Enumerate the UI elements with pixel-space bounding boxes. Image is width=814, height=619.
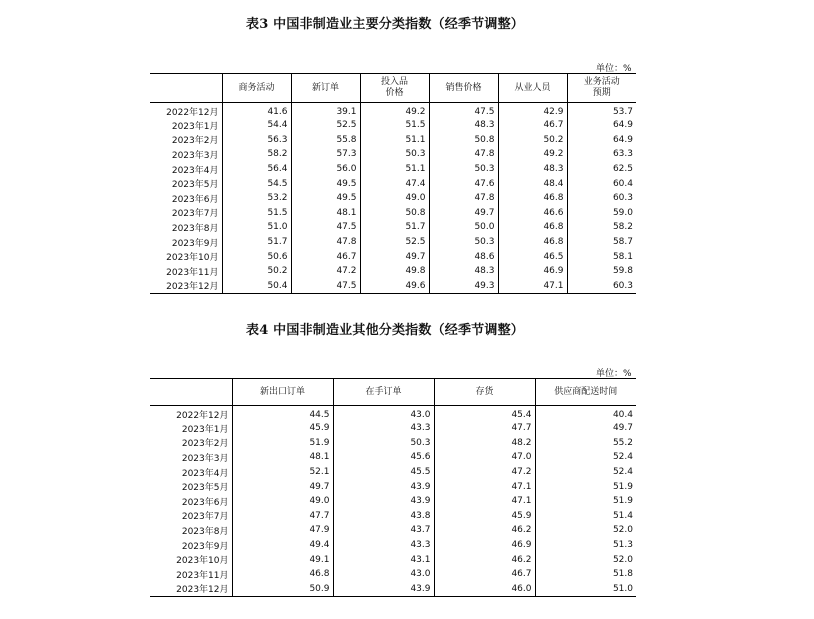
table3-month-cell: 2023年10月 xyxy=(166,253,219,264)
table4-value-cell: 51.0 xyxy=(535,582,636,597)
table4-header-cell: 存货 xyxy=(434,379,535,406)
table3-value-cell: 49.2 xyxy=(360,103,429,119)
table4-row xyxy=(150,406,636,422)
table3-value-cell: 52.5 xyxy=(291,118,360,133)
table3-value-cell: 46.8 xyxy=(498,191,567,206)
table3-value-cell: 39.1 xyxy=(291,103,360,119)
table3-value-cell: 49.2 xyxy=(498,147,567,162)
table4-row xyxy=(150,523,636,538)
table3-value-cell: 50.3 xyxy=(360,147,429,162)
table3-value-cell: 64.9 xyxy=(567,133,636,148)
table3-value-cell: 47.5 xyxy=(291,279,360,294)
table4-value-cell: 51.8 xyxy=(535,567,636,582)
table3-value-cell: 48.3 xyxy=(429,264,498,279)
table4-month-cell: 2023年3月 xyxy=(181,453,229,464)
table4-value-cell: 52.0 xyxy=(535,523,636,538)
table3-value-cell: 50.4 xyxy=(222,279,291,294)
table3-value-cell: 50.2 xyxy=(222,264,291,279)
table3-month-cell: 2022年12月 xyxy=(166,108,219,118)
table4-value-cell: 49.4 xyxy=(232,538,333,553)
table3-value-cell: 52.5 xyxy=(360,235,429,250)
table4-value-cell: 47.9 xyxy=(232,523,333,538)
table3-value-cell: 47.8 xyxy=(429,147,498,162)
table3-row xyxy=(150,264,636,279)
table3-month-cell: 2023年7月 xyxy=(171,209,219,220)
table3-value-cell: 60.3 xyxy=(567,279,636,294)
table4-row xyxy=(150,494,636,509)
table3-value-cell: 50.2 xyxy=(498,133,567,148)
table3-header-row xyxy=(150,74,636,103)
table3-row xyxy=(150,103,636,119)
table4-row xyxy=(150,479,636,494)
table4-value-cell: 47.7 xyxy=(232,509,333,524)
table4-month-cell: 2023年5月 xyxy=(181,483,229,494)
table3-header-cell: 新订单 xyxy=(291,74,360,103)
table4-value-cell: 48.1 xyxy=(232,450,333,465)
table4-value-cell: 52.4 xyxy=(535,465,636,480)
table4-month-cell: 2023年1月 xyxy=(181,424,229,435)
table3-value-cell: 50.6 xyxy=(222,249,291,264)
table4-value-cell: 52.0 xyxy=(535,552,636,567)
table3-value-cell: 58.7 xyxy=(567,235,636,250)
table3-value-cell: 48.4 xyxy=(498,176,567,191)
table4-row xyxy=(150,436,636,451)
table3-row xyxy=(150,235,636,250)
table3-value-cell: 55.8 xyxy=(291,133,360,148)
table4-value-cell: 47.0 xyxy=(434,450,535,465)
table3-value-cell: 58.2 xyxy=(567,220,636,235)
table3-header-cell: 业务活动 预期 xyxy=(567,74,636,103)
table3-value-cell: 56.0 xyxy=(291,162,360,177)
table4-row xyxy=(150,465,636,480)
table4-month-cell: 2023年12月 xyxy=(176,585,229,596)
table3-row xyxy=(150,133,636,148)
table4-row xyxy=(150,552,636,567)
table3-value-cell: 57.3 xyxy=(291,147,360,162)
table3-value-cell: 62.5 xyxy=(567,162,636,177)
table3-value-cell: 46.8 xyxy=(498,235,567,250)
table3-value-cell: 59.0 xyxy=(567,206,636,221)
table4-month-cell: 2023年6月 xyxy=(181,497,229,508)
table3-value-cell: 58.1 xyxy=(567,249,636,264)
table3-value-cell: 46.7 xyxy=(291,249,360,264)
table3-value-cell: 47.6 xyxy=(429,176,498,191)
table3-value-cell: 49.5 xyxy=(291,191,360,206)
table3-value-cell: 48.1 xyxy=(291,206,360,221)
table4-value-cell: 43.0 xyxy=(333,406,434,422)
table3-value-cell: 48.3 xyxy=(498,162,567,177)
table4-month-cell: 2023年9月 xyxy=(181,541,229,552)
table4-value-cell: 46.2 xyxy=(434,523,535,538)
table4-row xyxy=(150,582,636,597)
table3-month-cell: 2023年8月 xyxy=(171,223,219,234)
table4-row xyxy=(150,421,636,436)
table4-value-cell: 52.1 xyxy=(232,465,333,480)
table4-value-cell: 43.8 xyxy=(333,509,434,524)
table3-value-cell: 46.8 xyxy=(498,220,567,235)
table3-value-cell: 49.3 xyxy=(429,279,498,294)
table3-value-cell: 54.5 xyxy=(222,176,291,191)
table3-value-cell: 51.5 xyxy=(360,118,429,133)
table4-month-cell: 2023年10月 xyxy=(176,556,229,567)
table4-value-cell: 49.7 xyxy=(535,421,636,436)
table4-value-cell: 45.5 xyxy=(333,465,434,480)
table3-value-cell: 49.0 xyxy=(360,191,429,206)
table3-header-cell xyxy=(150,74,222,103)
table4-value-cell: 50.9 xyxy=(232,582,333,597)
table4-row xyxy=(150,509,636,524)
table3-value-cell: 49.8 xyxy=(360,264,429,279)
table3-row xyxy=(150,249,636,264)
table3-month-cell: 2023年4月 xyxy=(171,165,219,176)
table4-value-cell: 43.9 xyxy=(333,494,434,509)
table3-row xyxy=(150,176,636,191)
table4-value-cell: 51.4 xyxy=(535,509,636,524)
table4-row xyxy=(150,567,636,582)
table3-value-cell: 48.6 xyxy=(429,249,498,264)
table3-header-cell: 销售价格 xyxy=(429,74,498,103)
table3-value-cell: 50.3 xyxy=(429,162,498,177)
table3-value-cell: 51.1 xyxy=(360,133,429,148)
table4-header-cell: 在手订单 xyxy=(333,379,434,406)
table4-month-cell: 2022年12月 xyxy=(176,411,229,421)
table4-value-cell: 47.2 xyxy=(434,465,535,480)
table3-value-cell: 49.6 xyxy=(360,279,429,294)
table3-header-cell: 投入品 价格 xyxy=(360,74,429,103)
table4-value-cell: 51.9 xyxy=(232,436,333,451)
table3-month-cell: 2023年1月 xyxy=(171,121,219,132)
table3 xyxy=(150,73,636,294)
table3-row xyxy=(150,118,636,133)
table4-value-cell: 52.4 xyxy=(535,450,636,465)
table4-value-cell: 45.4 xyxy=(434,406,535,422)
table3-value-cell: 46.9 xyxy=(498,264,567,279)
table3-value-cell: 46.5 xyxy=(498,249,567,264)
table3-value-cell: 46.7 xyxy=(498,118,567,133)
table3-value-cell: 56.3 xyxy=(222,133,291,148)
table3-month-cell: 2023年3月 xyxy=(171,150,219,161)
table4-value-cell: 44.5 xyxy=(232,406,333,422)
table4-month-cell: 2023年2月 xyxy=(181,439,229,450)
table3-row xyxy=(150,279,636,294)
table4-value-cell: 49.7 xyxy=(232,479,333,494)
table4-value-cell: 55.2 xyxy=(535,436,636,451)
table4-value-cell: 43.3 xyxy=(333,538,434,553)
table4-month-cell: 2023年11月 xyxy=(176,570,229,581)
table3-value-cell: 53.2 xyxy=(222,191,291,206)
table3-value-cell: 47.8 xyxy=(429,191,498,206)
table4-month-cell: 2023年7月 xyxy=(181,512,229,523)
table3-value-cell: 47.5 xyxy=(291,220,360,235)
table3-value-cell: 51.0 xyxy=(222,220,291,235)
table3-unit-label: 单位：% xyxy=(596,64,632,74)
table3-value-cell: 56.4 xyxy=(222,162,291,177)
table3-value-cell: 51.7 xyxy=(360,220,429,235)
table3-header-cell: 商务活动 xyxy=(222,74,291,103)
table4-value-cell: 47.1 xyxy=(434,494,535,509)
table3-month-cell: 2023年9月 xyxy=(171,238,219,249)
table3-value-cell: 49.5 xyxy=(291,176,360,191)
table3-value-cell: 47.5 xyxy=(429,103,498,119)
table4-header-row xyxy=(150,379,636,406)
table4-value-cell: 46.2 xyxy=(434,552,535,567)
table4-header-cell xyxy=(150,379,232,406)
table3-value-cell: 50.0 xyxy=(429,220,498,235)
table4-month-cell: 2023年8月 xyxy=(181,526,229,537)
table4 xyxy=(150,378,636,597)
table3-value-cell: 60.3 xyxy=(567,191,636,206)
table4-value-cell: 49.1 xyxy=(232,552,333,567)
table4-value-cell: 47.1 xyxy=(434,479,535,494)
table3-value-cell: 51.5 xyxy=(222,206,291,221)
table3-month-cell: 2023年2月 xyxy=(171,136,219,147)
table3-row xyxy=(150,147,636,162)
table3-value-cell: 51.1 xyxy=(360,162,429,177)
table4-value-cell: 49.0 xyxy=(232,494,333,509)
table4-month-cell: 2023年4月 xyxy=(181,468,229,479)
table4-value-cell: 43.0 xyxy=(333,567,434,582)
table3-title: 表3 中国非制造业主要分类指数（经季节调整） xyxy=(246,17,524,32)
table4-value-cell: 46.9 xyxy=(434,538,535,553)
table3-value-cell: 49.7 xyxy=(360,249,429,264)
table3-row xyxy=(150,206,636,221)
table4-value-cell: 46.0 xyxy=(434,582,535,597)
table4-value-cell: 45.9 xyxy=(232,421,333,436)
table4-value-cell: 51.9 xyxy=(535,479,636,494)
table3-month-cell: 2023年5月 xyxy=(171,180,219,191)
table3-row xyxy=(150,191,636,206)
table3-value-cell: 51.7 xyxy=(222,235,291,250)
table3-value-cell: 50.8 xyxy=(360,206,429,221)
table3-value-cell: 49.7 xyxy=(429,206,498,221)
table3-value-cell: 50.8 xyxy=(429,133,498,148)
table4-value-cell: 43.7 xyxy=(333,523,434,538)
table4-value-cell: 43.1 xyxy=(333,552,434,567)
table3-value-cell: 53.7 xyxy=(567,103,636,119)
table4-header-cell: 供应商配送时间 xyxy=(535,379,636,406)
table4-value-cell: 47.7 xyxy=(434,421,535,436)
table3-value-cell: 47.1 xyxy=(498,279,567,294)
table4-value-cell: 51.3 xyxy=(535,538,636,553)
table3-value-cell: 48.3 xyxy=(429,118,498,133)
table3-value-cell: 42.9 xyxy=(498,103,567,119)
table4-unit-label: 单位：% xyxy=(596,369,632,379)
table3-month-cell: 2023年6月 xyxy=(171,194,219,205)
table4-value-cell: 50.3 xyxy=(333,436,434,451)
table3-value-cell: 58.2 xyxy=(222,147,291,162)
table4-row xyxy=(150,538,636,553)
table4-value-cell: 46.7 xyxy=(434,567,535,582)
table3-month-cell: 2023年12月 xyxy=(166,282,219,293)
table4-value-cell: 43.9 xyxy=(333,479,434,494)
table4-value-cell: 45.6 xyxy=(333,450,434,465)
table4-title: 表4 中国非制造业其他分类指数（经季节调整） xyxy=(246,323,524,338)
table4-header-cell: 新出口订单 xyxy=(232,379,333,406)
table3-value-cell: 47.8 xyxy=(291,235,360,250)
table3-value-cell: 63.3 xyxy=(567,147,636,162)
table3-value-cell: 47.2 xyxy=(291,264,360,279)
table3-value-cell: 50.3 xyxy=(429,235,498,250)
table3-value-cell: 41.6 xyxy=(222,103,291,119)
table3-header-cell: 从业人员 xyxy=(498,74,567,103)
table4-value-cell: 48.2 xyxy=(434,436,535,451)
table3-value-cell: 54.4 xyxy=(222,118,291,133)
table4-value-cell: 51.9 xyxy=(535,494,636,509)
table3-value-cell: 47.4 xyxy=(360,176,429,191)
table3-row xyxy=(150,220,636,235)
table4-value-cell: 46.8 xyxy=(232,567,333,582)
table4-value-cell: 43.9 xyxy=(333,582,434,597)
table3-month-cell: 2023年11月 xyxy=(166,267,219,278)
table4-value-cell: 45.9 xyxy=(434,509,535,524)
table3-value-cell: 46.6 xyxy=(498,206,567,221)
table4-value-cell: 40.4 xyxy=(535,406,636,422)
table4-row xyxy=(150,450,636,465)
table4-value-cell: 43.3 xyxy=(333,421,434,436)
table3-row xyxy=(150,162,636,177)
table3-value-cell: 64.9 xyxy=(567,118,636,133)
table3-value-cell: 59.8 xyxy=(567,264,636,279)
table3-value-cell: 60.4 xyxy=(567,176,636,191)
